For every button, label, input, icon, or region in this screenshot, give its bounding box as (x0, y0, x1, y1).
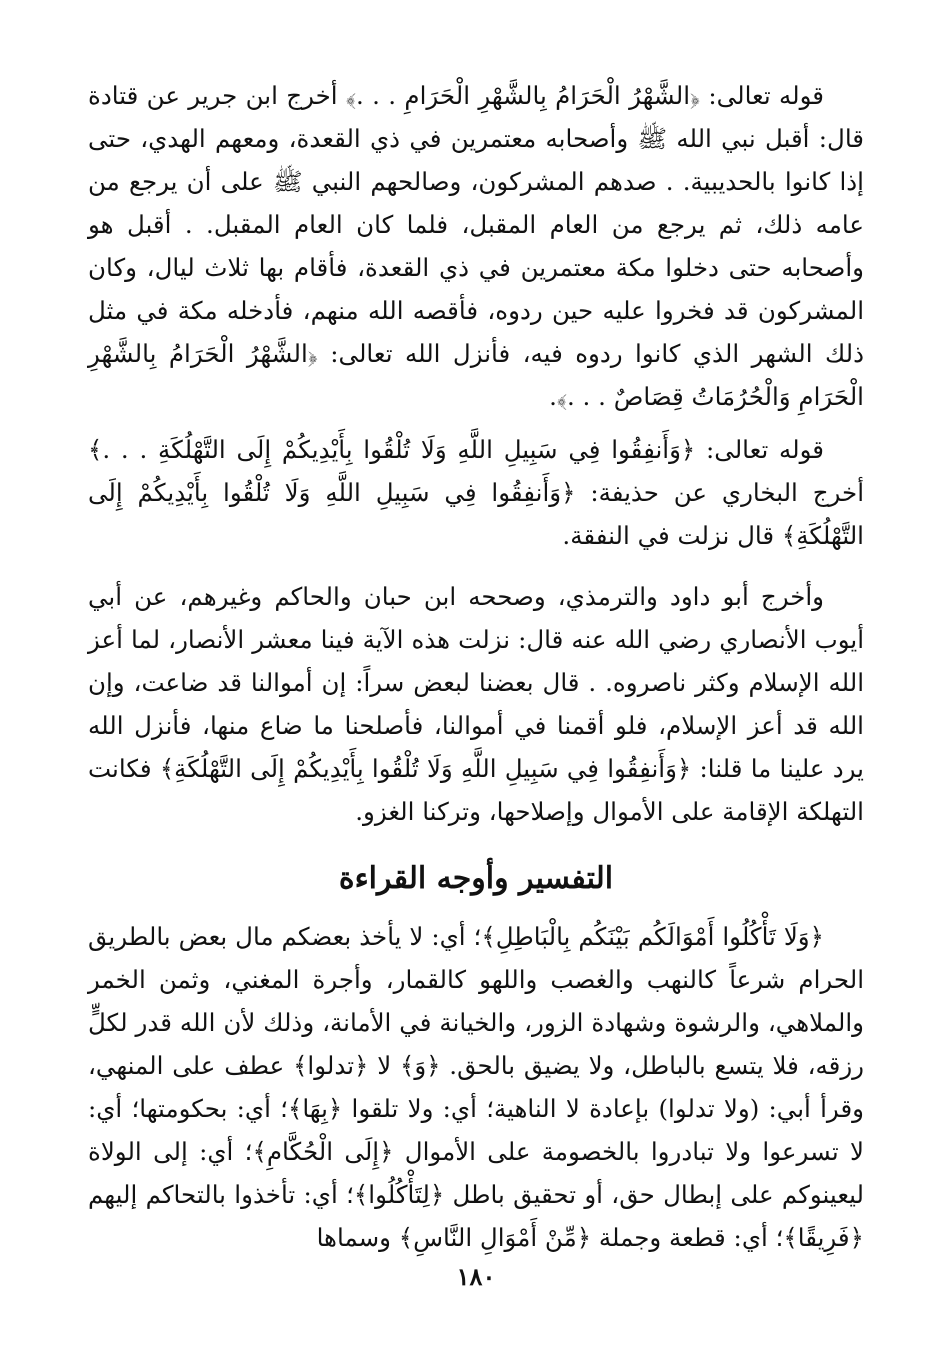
paragraph-asbab-abu-ayyub: وأخرج أبو داود والترمذي، وصححه ابن حبان والحاكم وغيرهم، عن أبي أيوب الأنصاري رضي الله عنه قال: نزلت هذه الآية فينا معشر الأنصار، لما أعز الله الإسلام وكثر ناصروه. . قال بعضنا لبعض سراً: إن أموالنا قد ضاعت، وإن الله قد أعز الإسلام، فلو أقمنا في أموالنا، فأصلحنا ما ضاع منها، فأنزل الله يرد علينا ما قلنا: ﴿وَأَنفِقُوا فِي سَبِيلِ اللَّهِ وَلَا تُلْقُوا بِأَيْدِيكُمْ إِلَى التَّهْلُكَةِ﴾ فكانت التهلكة الإقامة على الأموال وإصلاحها، وتركنا الغزو. (88, 582, 864, 826)
paragraph-asbab-shahr-haram: قوله تعالى: ﴿الشَّهْرُ الْحَرَامُ بِالشَّهْرِ الْحَرَامِ . . .﴾ أخرج ابن جرير عن قتادة قال: أقبل نبي الله ﷺ وأصحابه معتمرين في ذي القعدة، ومعهم الهدي، حتى إذا كانوا بالحديبية. . صدهم المشركون، وصالحهم النبي ﷺ على أن يرجع من عامه ذلك، ثم يرجع من العام المقبل، فلما كان العام المقبل. . أقبل هو وأصحابه حتى دخلوا مكة معتمرين في ذي القعدة، فأقام بها ثلاث ليال، وكان المشركون قد فخروا عليه حين ردوه، فأقصه الله منهم، فأدخله مكة في مثل ذلك الشهر الذي كانوا ردوه فيه، فأنزل الله تعالى: ﴿الشَّهْرُ الْحَرَامُ بِالشَّهْرِ الْحَرَامِ وَالْحُرُمَاتُ قِصَاصٌ . . .﴾. (88, 81, 864, 411)
section-heading: التفسير وأوجه القراءة (338, 861, 614, 896)
book-page (88, 74, 864, 1259)
paragraph-asbab-infaq-bukhari: قوله تعالى: ﴿وَأَنفِقُوا فِي سَبِيلِ اللَّهِ وَلَا تُلْقُوا بِأَيْدِيكُمْ إِلَى التَّهْلُكَةِ . . .﴾ أخرج البخاري عن حذيفة: ﴿وَأَنفِقُوا فِي سَبِيلِ اللَّهِ وَلَا تُلْقُوا بِأَيْدِيكُمْ إِلَى التَّهْلُكَةِ﴾ قال نزلت في النفقة. (88, 435, 864, 550)
paragraph-tafsir: ﴿وَلَا تَأْكُلُوا أَمْوَالَكُم بَيْنَكُم بِالْبَاطِلِ﴾؛ أي: لا يأخذ بعضكم مال بعض بالطريق الحرام شرعاً كالنهب والغصب واللهو كالقمار، وأجرة المغني، وثمن الخمر والملاهي، والرشوة وشهادة الزور، والخيانة في الأمانة، وذلك لأن الله قدر لكلٍّ رزقه، فلا يتسع بالباطل، ولا يضيق بالحق. ﴿وَ﴾ لا ﴿تدلوا﴾ عطف على المنهي، وقرأ أبي: (ولا تدلوا) بإعادة لا الناهية؛ أي: ولا تلقوا ﴿بِهَا﴾؛ أي: بحكومتها؛ أي: لا تسرعوا ولا تبادروا بالخصومة على الأموال ﴿إِلَى الْحُكَّامِ﴾؛ أي: إلى الولاة ليعينوكم على إبطال حق، أو تحقيق باطل ﴿لِتَأْكُلُوا﴾؛ أي: تأخذوا بالتحاكم إليهم ﴿فَرِيقًا﴾؛ أي: قطعة وجملة ﴿مِّنْ أَمْوَالِ النَّاسِ﴾ وسماها (88, 922, 864, 1252)
page-number: ١٨٠ (456, 1262, 496, 1291)
